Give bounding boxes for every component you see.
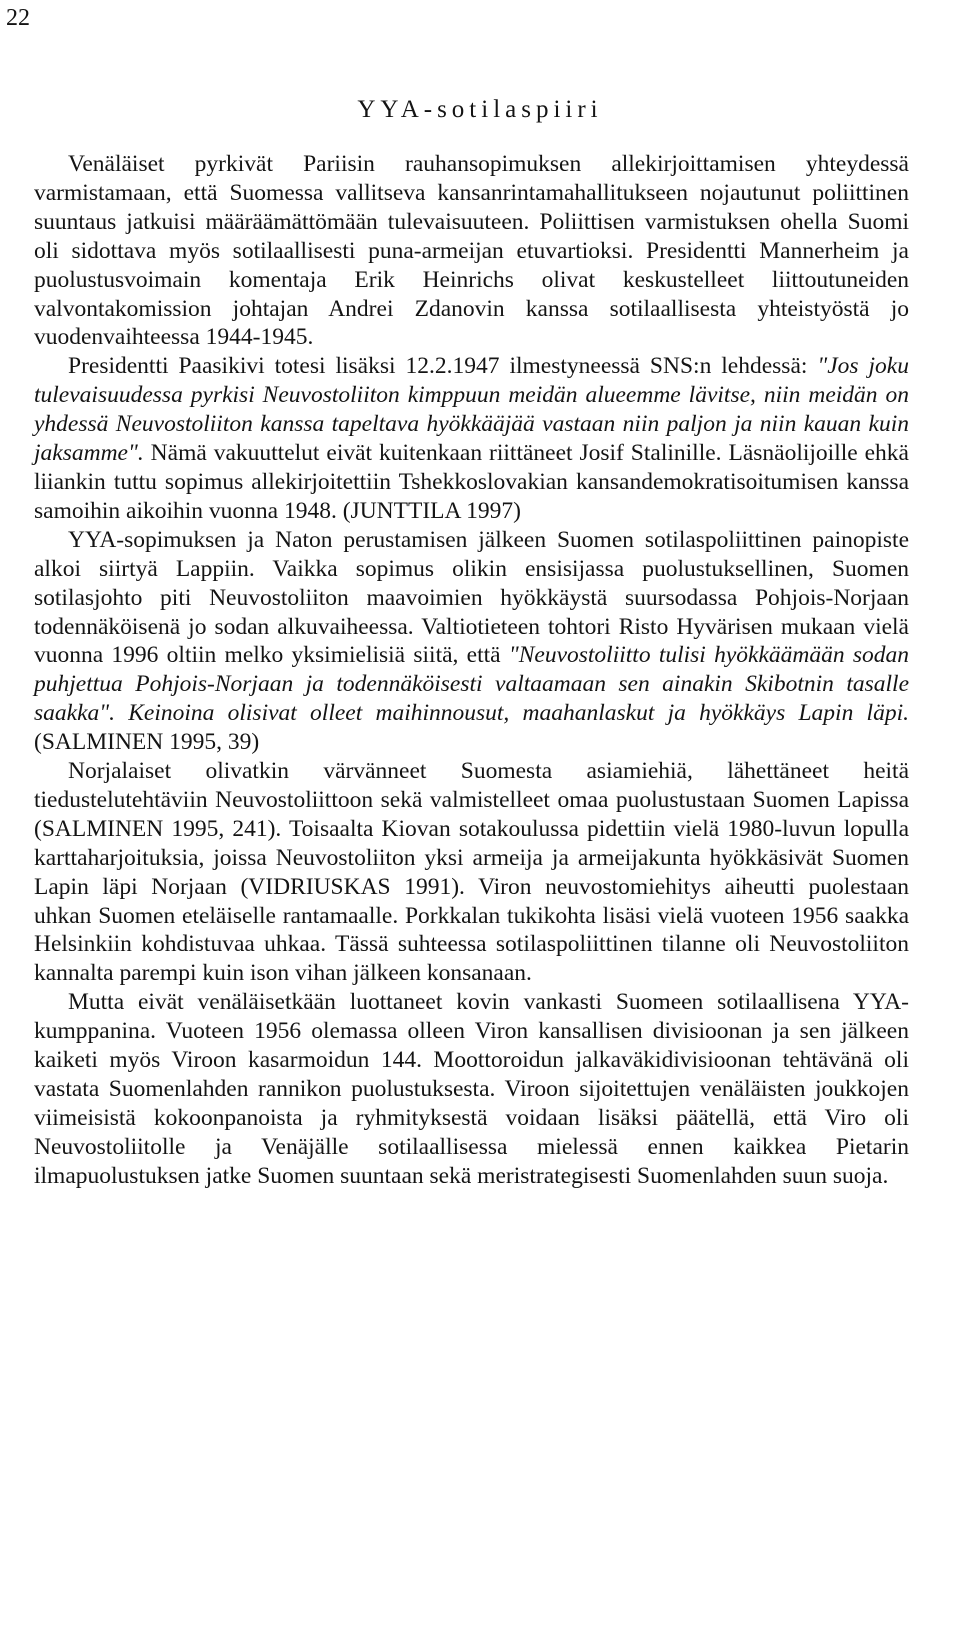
paragraph-3: [34, 526, 909, 757]
paragraph-text: Venäläiset pyrkivät Pariisin rauhansopimuksen allekirjoittamisen yhteydessä varmistamaan, että Suomessa vallitseva kansanrintamahallitukseen nojautunut poliittinen suuntaus jatkuisi määräämättömään tulevaisuuteen. Poliittisen varmistuksen ohella Suomi oli sidottava myös sotilaallisesti puna-armeijan etuvartioksi. Presidentti Mannerheim ja puolustusvoimain komentaja Erik Heinrichs olivat keskustelleet liittoutuneiden valvontakomission johtajan Andrei Zdanovin kanssa sotilaallisesta yhteistyöstä jo vuodenvaihteessa 1944-1945.: [34, 151, 909, 351]
paragraph-text: Mutta eivät venäläisetkään luottaneet kovin vankasti Suomeen sotilaallisena YYA-kumppanina. Vuoteen 1956 olemassa olleen Viron kansallisen divisioonan ja sen jälkeen kaiketi myös Viroon kasarmoidun 144. Moottoroidun jalkaväkidivisioonan tehtävänä oli vastata Suomenlahden rannikon puolustuksesta. Viroon sijoitettujen venäläisten joukkojen viimeisistä kokoonpanoista ja ryhmityksestä voidaan lisäksi päätellä, että Viro oli Neuvostoliitolle ja Venäjälle sotilaallisessa mielessä ennen kaikkea Pietarin ilmapuolustuksen jatke Suomen suuntaan sekä meristrategisesti Suomenlahden suun suoja.: [34, 989, 909, 1189]
quotation: "Neuvostoliitto tulisi hyökkäämään sodan puhjettua Pohjois-Norjaan ja todennäköisesti valtaamaan sen ainakin Skibotnin tasalle saakka". Keinoina olisivat olleet maihinnousut, maahanlaskut ja hyökkäys Lapin läpi.: [34, 642, 909, 727]
chapter-title: YYA-sotilaspiiri: [357, 96, 603, 123]
quotation: "Jos joku tulevaisuudessa pyrkisi Neuvostoliiton kimppuun meidän alueemme lävitse, niin meidän on yhdessä Neuvostoliiton kanssa tapeltava hyökkääjää vastaan niin paljon ja niin kauan kuin jaksamme".: [34, 353, 909, 467]
paragraph-text: YYA-sopimuksen ja Naton perustamisen jälkeen Suomen sotilaspoliittinen painopiste alkoi siirtyä Lappiin. Vaikka sopimus olikin ensisijassa puolustuksellinen, Suomen sotilasjohto piti Neuvostoliiton maavoimien hyökkäystä suursodassa Pohjois-Norjaan todennäköisenä jo sodan alkuvaiheessa. Valtiotieteen tohtori Risto Hyvärisen mukaan vielä vuonna 1996 oltiin melko yksimielisiä siitä, että: [34, 526, 909, 669]
paragraph-1: [34, 150, 909, 352]
page-number: 22: [6, 5, 30, 31]
paragraph-5: [34, 988, 909, 1190]
paragraph-text: Nämä vakuuttelut eivät kuitenkaan riittäneet Josif Stalinille. Läsnäolijoille ehkä liiankin tuttu sopimus allekirjoitettiin Tshekkoslovakian kansandemokratisoitumisen kanssa samoihin aikoihin vuonna 1948. (JUNTTILA 1997): [34, 440, 909, 524]
paragraph-4: [34, 757, 909, 988]
paragraph-text: Presidentti Paasikivi totesi lisäksi 12.2.1947 ilmestyneessä SNS:n lehdessä:: [68, 353, 818, 380]
paragraph-2: [34, 352, 909, 525]
paragraph-text: Norjalaiset olivatkin värvänneet Suomesta asiamiehiä, lähettäneet heitä tiedustelutehtäviin Neuvostoliittoon sekä valmistelleet omaa puolustustaan Suomen Lapissa (SALMINEN 1995, 241). Toisaalta Kiovan sotakoulussa pidettiin vielä 1980-luvun lopulla karttaharjoituksia, joissa Neuvostoliiton yksi armeija ja armeijakunta hyökkäsivät Suomen Lapin läpi Norjaan (VIDRIUSKAS 1991). Viron neuvostomiehitys aiheutti puolestaan uhkan Suomen eteläiselle rantamaalle. Porkkalan tukikohta lisäsi vielä vuoteen 1956 saakka Helsinkiin kohdistuvaa uhkaa. Tässä suhteessa sotilaspoliittinen tilanne oli Neuvostoliiton kannalta parempi kuin ison vihan jälkeen konsanaan.: [34, 758, 909, 987]
body-text: [34, 150, 909, 1191]
paragraph-text: (SALMINEN 1995, 39): [34, 729, 260, 756]
